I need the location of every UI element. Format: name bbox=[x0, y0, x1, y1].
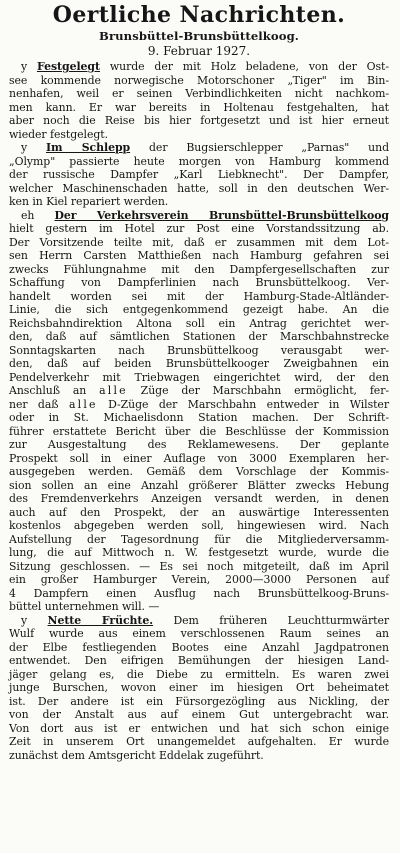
article-line: zunächst dem Amtsgericht Eddelak zugeführt. bbox=[9, 748, 264, 762]
article-line: hielt gestern im Hotel zur Post eine Vorstandssitzung ab. bbox=[9, 222, 389, 235]
article-line bbox=[9, 209, 389, 223]
article bbox=[9, 141, 389, 209]
place-heading: Brunsbüttel-Brunsbüttelkoog. bbox=[99, 29, 299, 43]
article bbox=[9, 209, 389, 614]
article-line: „Olymp" passierte heute morgen von Hamburg kommend bbox=[9, 154, 389, 168]
article-line: ken in Kiel repariert werden. bbox=[9, 195, 169, 208]
correspondent-marker: y bbox=[21, 141, 46, 154]
article-line: see kommende norwegische Motorschoner „Tiger" im Bin- bbox=[9, 73, 389, 87]
article-line: Sitzung geschlossen. — Es sei noch mitgeteilt, daß im April bbox=[9, 559, 389, 573]
article-line: Wulf wurde aus einem verschlossenen Raum seines an bbox=[9, 627, 389, 640]
article-line: ner daß alle D-Züge der Marschbahn entweder in Wilster bbox=[9, 397, 389, 411]
article-line: ist. Der andere ist ein Fürsorgezögling aus Nickling, der bbox=[9, 694, 389, 708]
article-line: sen Herrn Carsten Matthießen nach Hamburg gefahren sei bbox=[9, 249, 389, 262]
correspondent-marker: y bbox=[21, 613, 48, 627]
article-line: zwecks Fühlungnahme mit den Dampfergesellschaften zur bbox=[9, 262, 389, 276]
article-line: Anschluß an alle Züge der Marschbahn ermöglicht, fer- bbox=[9, 384, 389, 397]
article-line: der russische Dampfer „Karl Liebknecht". Der Dampfer, bbox=[9, 168, 389, 181]
article-line: Der Vorsitzende teilte mit, daß er zusammen mit dem Lot- bbox=[9, 235, 389, 249]
article-lead: Festgelegt bbox=[36, 60, 100, 73]
emphasized-word: alle bbox=[99, 384, 128, 397]
article-line: Zeit in unserem Ort unangemeldet aufgehalten. Er wurde bbox=[9, 735, 389, 748]
article-line: Sonntagskarten nach Brunsbüttelkoog verausgabt wer- bbox=[9, 343, 389, 357]
article-line: men kann. Er war bereits in Holtenau festgehalten, hat bbox=[9, 100, 389, 114]
article bbox=[9, 614, 389, 763]
article-line: 4 Dampfern einen Ausflug nach Brunsbüttelkoog-Bruns- bbox=[9, 586, 389, 600]
article-line: oder in St. Michaelisdonn Station machen. Der Schrift- bbox=[9, 411, 389, 424]
article-line: der Elbe festliegenden Bootes eine Anzahl Jagdpatronen bbox=[9, 640, 389, 654]
article-line: jäger gelang es, die Diebe zu ermitteln. Es waren zwei bbox=[9, 667, 389, 681]
article-line: auch auf den Prospekt, der an auswärtige Interessenten bbox=[9, 505, 389, 519]
article-line: handelt worden sei mit der Hamburg-Stade-Altländer- bbox=[9, 289, 389, 303]
article-line: des Fremdenverkehrs Anzeigen versandt werden, in denen bbox=[9, 492, 389, 505]
article-line: wieder festgelegt. bbox=[9, 127, 109, 141]
article-line: Linie, die sich entgegenkommend gezeigt habe. An die bbox=[9, 303, 389, 316]
article-line: lung, die auf Mittwoch n. W. festgesetzt wurde, wurde die bbox=[9, 546, 389, 559]
dateline: 9. Februar 1927. bbox=[147, 44, 251, 58]
article-line: Schaffung von Dampferlinien nach Brunsbüttelkoog. Ver- bbox=[9, 276, 389, 289]
article-lead: Der Verkehrsverein Brunsbüttel-Brunsbüttelkoog bbox=[54, 208, 389, 222]
article-line: Von dort aus ist er entwichen und hat sich schon einige bbox=[9, 721, 389, 735]
article-lead: Nette Früchte. bbox=[47, 613, 154, 627]
article-line: y Im Schlepp der Bugsierschlepper „Parnas" und bbox=[21, 141, 390, 154]
correspondent-marker: eh bbox=[21, 208, 55, 222]
article-line: führer erstattete Bericht über die Beschlüsse der Kommission bbox=[9, 424, 389, 438]
emphasized-word: alle bbox=[68, 397, 98, 411]
article-line: junge Burschen, wovon einer im hiesigen Ort beheimatet bbox=[9, 681, 389, 694]
article-line: Pendelverkehr mit Triebwagen eingerichtet wird, der den bbox=[9, 370, 389, 384]
article-line: ein großer Hamburger Verein, 2000—3000 Personen auf bbox=[9, 573, 389, 586]
article bbox=[9, 60, 389, 141]
article-line: nenhafen, weil er seinen Verbindlichkeiten nicht nachkom- bbox=[9, 87, 389, 100]
article-line: y Festgelegt wurde der mit Holz beladene, von der Ost- bbox=[21, 60, 389, 73]
section-heading: Oertliche Nachrichten. bbox=[52, 2, 346, 28]
article-line: Aufstellung der Tagesordnung für die Mitgliederversamm- bbox=[9, 532, 389, 546]
article-line: entwendet. Den eifrigen Bemühungen der hiesigen Land- bbox=[9, 654, 389, 667]
article-line: y Nette Früchte. Dem früheren Leuchtturmwärter bbox=[21, 613, 390, 627]
article-line: aber noch die Reise bis hier fortgesetzt und ist hier erneut bbox=[9, 114, 389, 127]
article-line: Prospekt soll in einer Auflage von 3000 Exemplaren her- bbox=[9, 451, 389, 465]
article-line: kostenlos abgegeben werden soll, hingewiesen wird. Nach bbox=[9, 519, 389, 532]
article-line: welcher Maschinenschaden hatte, soll in den deutschen Wer- bbox=[9, 181, 389, 195]
article-line: zur Ausgestaltung des Reklamewesens. Der geplante bbox=[9, 438, 389, 451]
article-line: den, daß auf sämtlichen Stationen der Marschbahnstrecke bbox=[9, 330, 389, 343]
article-list bbox=[9, 60, 389, 762]
article-line: büttel unternehmen will. — bbox=[9, 600, 160, 613]
article-line: von der Anstalt aus auf einem Gut untergebracht war. bbox=[9, 708, 389, 721]
article-line: den, daß auf beiden Brunsbüttelkooger Zweigbahnen ein bbox=[9, 357, 389, 370]
article-line: Reichsbahndirektion Altona soll ein Antrag gerichtet wer- bbox=[9, 316, 389, 330]
article-lead: Im Schlepp bbox=[46, 141, 131, 154]
article-line: sion sollen an eine Anzahl größerer Blätter zwecks Hebung bbox=[9, 478, 389, 492]
article-line: ausgegeben werden. Gemäß dem Vorschlage der Kommis- bbox=[9, 465, 389, 478]
correspondent-marker: y bbox=[21, 60, 37, 73]
